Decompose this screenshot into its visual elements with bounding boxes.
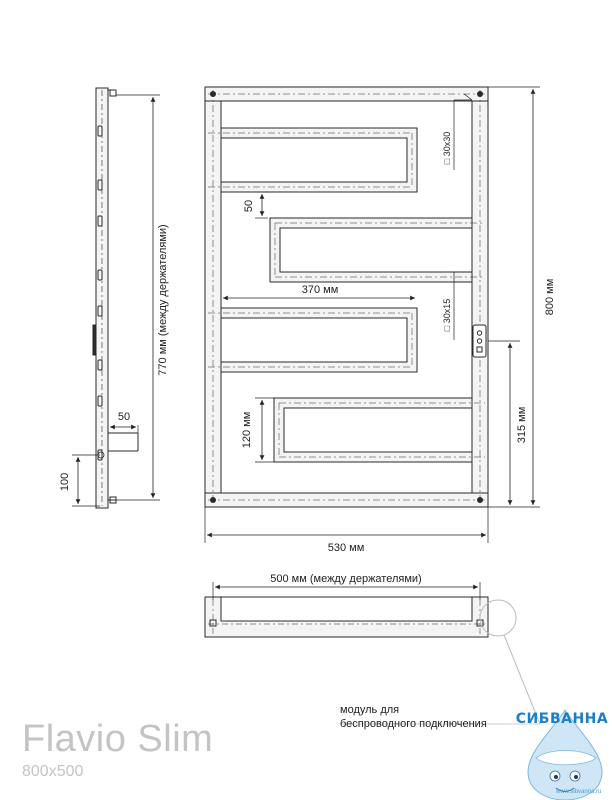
dim-770-label: 770 мм (между держателями) [157, 224, 169, 376]
dim-50-side [108, 411, 138, 433]
dim-500-label: 500 мм (между держателями) [270, 573, 422, 585]
dim-315-label: 315 мм [516, 406, 528, 444]
dim-370-label: 370 мм [301, 284, 339, 296]
product-title: Flavio Slim [22, 718, 214, 760]
top-view [205, 597, 488, 637]
brand-url: www.sibvanna.ru [556, 789, 602, 795]
brand-name: СИБВАННА [515, 711, 609, 727]
dim-315 [488, 341, 528, 505]
dim-800-label: 800 мм [544, 278, 556, 316]
dim-500 [213, 573, 480, 600]
dim-530 [205, 507, 488, 554]
product-size: 800x500 [22, 763, 84, 780]
dim-120-label: 120 мм [241, 411, 253, 449]
dim-530-label: 530 мм [327, 542, 365, 554]
brand-logo [512, 702, 612, 800]
dim-50-gap-label: 50 [243, 199, 255, 213]
module-note-line2: беспроводного подключения [340, 718, 487, 730]
side-view [93, 88, 138, 508]
module-note-line1: модуль для [340, 704, 400, 716]
profile-30x30-label: □ 30x30 [442, 131, 452, 165]
dim-100-label: 100 [59, 472, 71, 492]
dim-770 [116, 95, 169, 500]
profile-30x15-label: □ 30x15 [442, 298, 452, 332]
dim-50-side-label: 50 [117, 411, 131, 423]
module-note [340, 703, 487, 731]
